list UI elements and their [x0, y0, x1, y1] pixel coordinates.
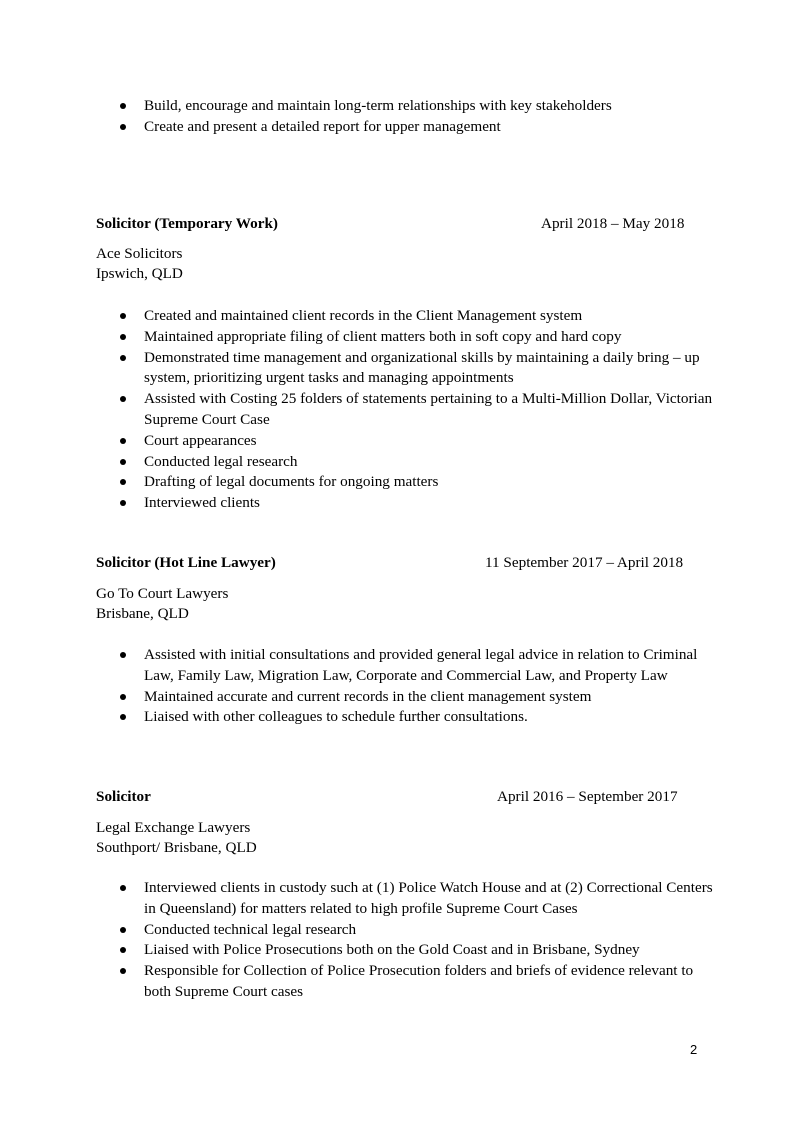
employer-location: Ipswich, QLD — [96, 265, 183, 282]
list-item: Interviewed clients — [96, 493, 716, 514]
page-number: 2 — [690, 1042, 698, 1057]
list-item: Drafting of legal documents for ongoing matters — [96, 472, 716, 493]
job-title: Solicitor (Hot Line Lawyer) — [96, 554, 276, 571]
list-item: Demonstrated time management and organizational skills by maintaining a daily bring – up system, prioritizing urgent tasks and managing appointments — [96, 348, 716, 390]
intro-bullet-list — [96, 96, 716, 138]
list-item: Liaised with Police Prosecutions both on the Gold Coast and in Brisbane, Sydney — [96, 940, 716, 961]
job-bullet-list — [96, 878, 716, 1003]
list-item: Maintained appropriate filing of client matters both in soft copy and hard copy — [96, 327, 716, 348]
list-item: Build, encourage and maintain long-term relationships with key stakeholders — [96, 96, 716, 117]
employer-name: Legal Exchange Lawyers — [96, 819, 251, 836]
employer-name: Ace Solicitors — [96, 245, 183, 262]
list-item: Liaised with other colleagues to schedule further consultations. — [96, 707, 716, 728]
employer-location: Brisbane, QLD — [96, 605, 189, 622]
list-item: Responsible for Collection of Police Prosecution folders and briefs of evidence relevant to both Supreme Court cases — [96, 961, 716, 1003]
employer-name: Go To Court Lawyers — [96, 585, 229, 602]
job-title: Solicitor (Temporary Work) — [96, 215, 278, 232]
list-item: Conducted technical legal research — [96, 920, 716, 941]
job-title: Solicitor — [96, 788, 151, 805]
list-item: Create and present a detailed report for upper management — [96, 117, 716, 138]
list-item: Assisted with initial consultations and provided general legal advice in relation to Criminal Law, Family Law, Migration Law, Corporate and Commercial Law, and Property Law — [96, 645, 716, 687]
job-dates: 11 September 2017 – April 2018 — [485, 554, 684, 571]
list-item: Created and maintained client records in the Client Management system — [96, 306, 716, 327]
job-bullet-list — [96, 306, 716, 514]
list-item: Conducted legal research — [96, 452, 716, 473]
job-bullet-list — [96, 645, 716, 728]
job-dates: April 2018 – May 2018 — [541, 215, 685, 232]
list-item: Court appearances — [96, 431, 716, 452]
list-item: Assisted with Costing 25 folders of statements pertaining to a Multi-Million Dollar, Victorian Supreme Court Case — [96, 389, 716, 431]
list-item: Interviewed clients in custody such at (1) Police Watch House and at (2) Correctional Centers in Queensland) for matters related to high profile Supreme Court Cases — [96, 878, 716, 920]
job-dates: April 2016 – September 2017 — [497, 788, 678, 805]
employer-location: Southport/ Brisbane, QLD — [96, 839, 257, 856]
list-item: Maintained accurate and current records in the client management system — [96, 687, 716, 708]
